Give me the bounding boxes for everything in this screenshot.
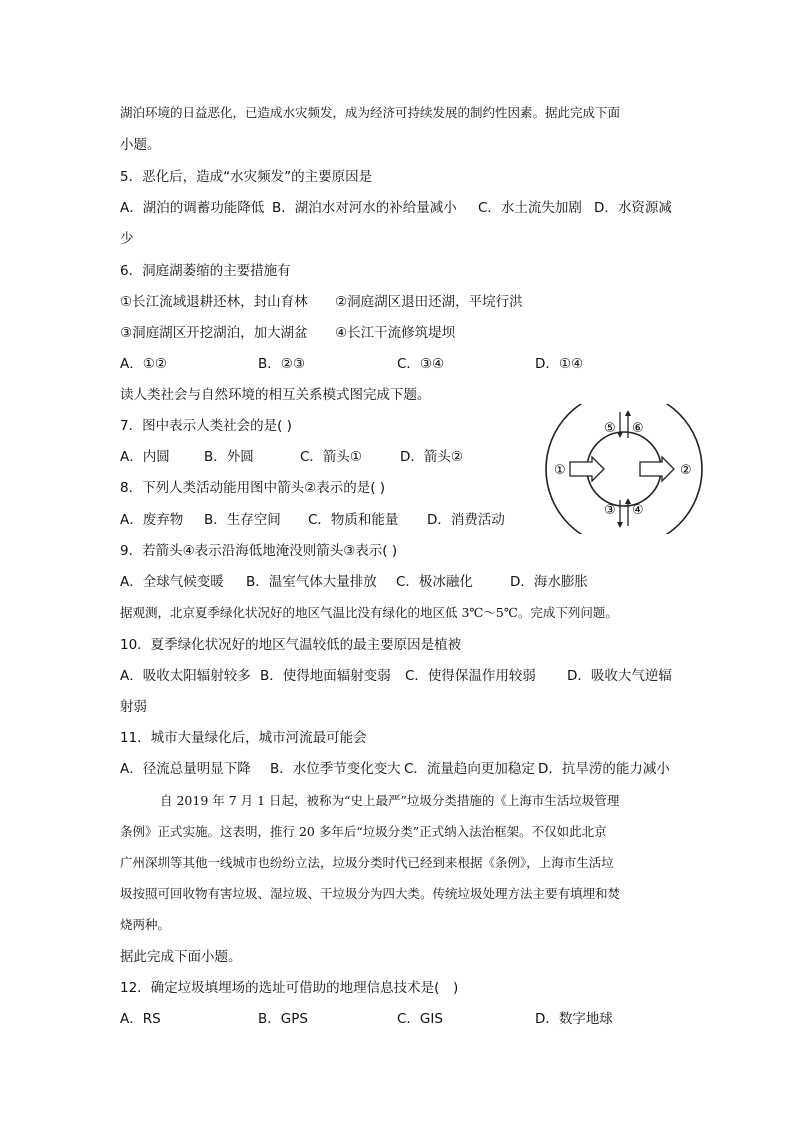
option-d[interactable]: D．箭头② [400,449,463,465]
intro-text: 据观测，北京夏季绿化状况好的地区气温比没有绿化的地区低 3℃～5℃。完成下列问题。 [120,605,618,620]
option-c[interactable]: C．流量趋向更加稳定 [404,761,535,777]
option-a[interactable]: A．①② [120,356,167,372]
intro-text: 读人类社会与自然环境的相互关系模式图完成下题。 [120,387,431,403]
option-a[interactable]: A．RS [120,1011,161,1027]
option-c[interactable]: C．箭头① [300,449,363,465]
arrow-4-head [625,498,631,504]
arrow-1 [570,457,604,481]
statement-1: ①长江流域退耕还林，封山育林 [120,294,308,310]
option-c[interactable]: C．③④ [397,356,445,372]
passage-text: 广州深圳等其他一线城市也纷纷立法，垃圾分类时代已经到来根据《条例》，上海市生活垃 [120,855,614,870]
option-b[interactable]: B．生存空间 [204,512,281,528]
option-d[interactable]: D．抗旱涝的能力减小 [538,761,670,777]
question-6-stem: 6．洞庭湖萎缩的主要措施有 [120,263,291,279]
question-12-stem: 12．确定垃圾填埋场的选址可借助的地理信息技术是( ) [120,980,459,996]
option-c[interactable]: C．使得保温作用较弱 [405,668,536,684]
passage-text: 圾按照可回收物有害垃圾、湿垃圾、干垃圾分为四大类。传统垃圾处理方法主要有填埋和焚 [120,886,621,901]
question-10-stem: 10．夏季绿化状况好的地区气温较低的最主要原因是植被 [120,637,462,653]
option-d[interactable]: D．海水膨胀 [510,574,588,590]
option-b[interactable]: B．湖泊水对河水的补给量减小 [272,200,457,216]
option-a[interactable]: A．内圆 [120,449,170,465]
option-c[interactable]: C．水土流失加剧 [478,200,582,216]
option-b[interactable]: B．使得地面辐射变弱 [260,668,391,684]
option-d[interactable]: D．①④ [535,356,584,372]
option-d[interactable]: D．消费活动 [427,512,505,528]
option-d-continued: 少 [120,231,134,247]
option-b[interactable]: B．外圆 [204,449,254,465]
option-d[interactable]: D．数字地球 [535,1011,613,1027]
intro-text: 小题。 [120,137,161,153]
arrow-3-head [617,522,623,528]
arrow-2 [640,457,674,481]
option-a[interactable]: A．吸收太阳辐射较多 [120,668,251,684]
question-7-stem: 7．图中表示人类社会的是( ) [120,418,292,434]
arrow-5-head [617,432,623,438]
option-c[interactable]: C．物质和能量 [308,512,399,528]
passage-text: 条例》正式实施。这表明，推行 20 多年后“垃圾分类”正式纳入法治框架。不仅如此北京 [120,824,607,839]
option-b[interactable]: B．GPS [258,1011,308,1027]
option-c[interactable]: C．GIS [397,1011,443,1027]
question-8-stem: 8．下列人类活动能用图中箭头②表示的是( ) [120,480,386,496]
option-d[interactable]: D．吸收大气逆辐 [567,668,672,684]
label-6: ⑥ [632,421,644,436]
relationship-diagram [544,404,704,534]
intro-text: 湖泊环境的日益恶化，已造成水灾频发，成为经济可持续发展的制约性因素。据此完成下面 [120,105,621,120]
option-a[interactable]: A．废弃物 [120,512,184,528]
label-1: ① [554,463,566,478]
passage-text: 烧两种。 [120,917,171,932]
label-2: ② [680,463,692,478]
option-d-continued: 射弱 [120,699,147,715]
option-a[interactable]: A．径流总量明显下降 [120,761,251,777]
intro-text: 据此完成下面小题。 [120,949,242,965]
label-4: ④ [632,503,644,518]
question-9-stem: 9．若箭头④表示沿海低地淹没则箭头③表示( ) [120,543,398,559]
statement-3: ③洞庭湖区开挖湖泊，加大湖盆 [120,325,308,341]
option-a[interactable]: A．全球气候变暖 [120,574,224,590]
statement-4: ④长江干流修筑堤坝 [335,325,456,341]
question-5-stem: 5．恶化后，造成“水灾频发”的主要原因是 [120,169,373,185]
arrow-6-head [625,410,631,416]
statement-2: ②洞庭湖区退田还湖，平垸行洪 [335,294,523,310]
option-c[interactable]: C．极冰融化 [396,574,473,590]
question-11-stem: 11．城市大量绿化后，城市河流最可能会 [120,730,367,746]
option-b[interactable]: B．水位季节变化变大 [270,761,401,777]
option-b[interactable]: B．温室气体大量排放 [246,574,377,590]
passage-text: 自 2019 年 7 月 1 日起，被称为“史上最严”垃圾分类措施的《上海市生活垃圾管理 [160,793,620,808]
option-d[interactable]: D．水资源减 [594,200,672,216]
label-3: ③ [604,503,616,518]
label-5: ⑤ [604,421,616,436]
option-a[interactable]: A．湖泊的调蓄功能降低 [120,200,265,216]
option-b[interactable]: B．②③ [258,356,305,372]
